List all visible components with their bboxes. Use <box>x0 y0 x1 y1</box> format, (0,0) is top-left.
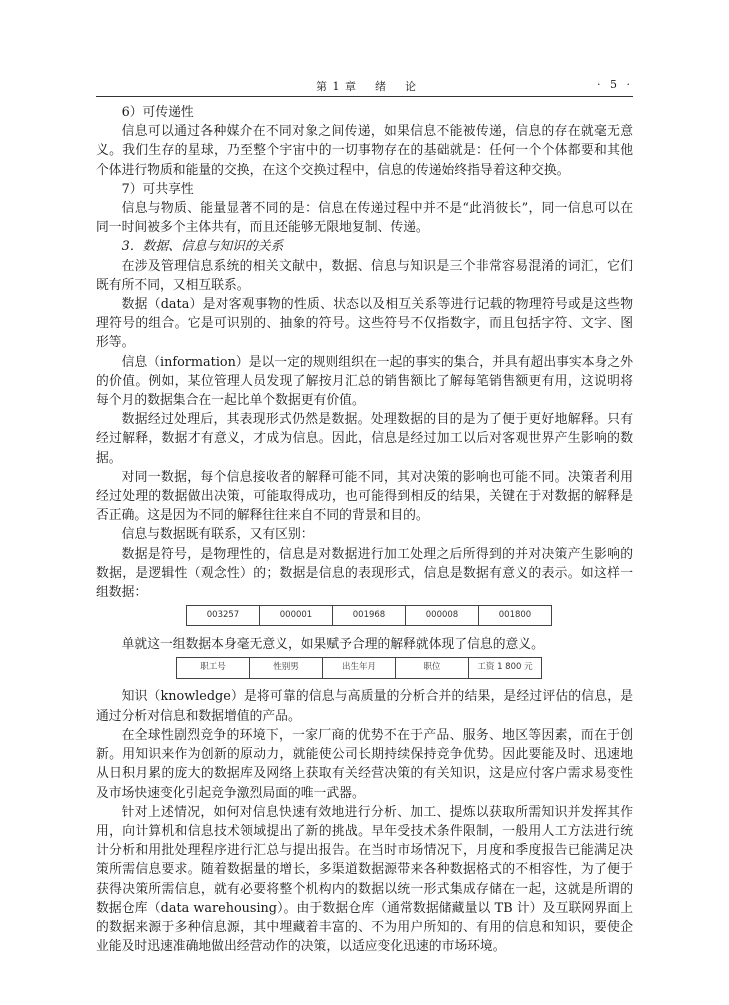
table-cell: 出生年月 <box>323 658 396 678</box>
paragraph: 数据（data）是对客观事物的性质、状态以及相互关系等进行记载的物理符号或是这些物理符号的组合。它是可识别的、抽象的符号。这些符号不仅指数字，而且包括字符、文字、图形等。 <box>96 297 633 351</box>
table-cell: 职工号 <box>177 658 250 678</box>
table-cell: 000008 <box>406 606 479 626</box>
paragraph: 数据经过处理后，其表现形式仍然是数据。处理数据的目的是为了便于更好地解释。只有经过解释，数据才有意义，才成为信息。因此，信息是经过加工以后对客观世界产生影响的数据。 <box>96 412 633 466</box>
section-heading-3: 3．数据、信息与知识的关系 <box>121 239 284 255</box>
paragraph: 信息与物质、能量显著不同的是：信息在传递过程中并不是“此消彼长”，同一信息可以在同一时间被多个主体共有，而且还能够无限地复制、传递。 <box>96 201 633 236</box>
raw-data-table <box>186 605 552 626</box>
page-body <box>96 103 633 956</box>
paragraph: 信息与数据既有联系，又有区别： <box>121 527 314 543</box>
page-header <box>96 78 633 92</box>
table-cell: 工资 1 800 元 <box>469 658 542 678</box>
page-number: · 5 · <box>597 78 633 91</box>
paragraph: 在全球性剧烈竞争的环境下，一家厂商的优势不在于产品、服务、地区等因素，而在于创新。用知识来作为创新的原动力，就能使公司长期持续保持竞争优势。因此要能及时、迅速地从日积月累的庞大的数据库及网络上获取有关经营决策的有关知识，这是应付客户需求易变性及市场快速变化引起竞争激烈局面的唯一武器。 <box>96 727 633 801</box>
paragraph: 信息（information）是以一定的规则组织在一起的事实的集合，并具有超出事实本身之外的价值。例如，某位管理人员发现了解按月汇总的销售额比了解每笔销售额更有用，这说明将每个月的数据集合在一起比单个数据更有价值。 <box>96 354 633 409</box>
paragraph: 单就这一组数据本身毫无意义，如果赋予合理的解释就体现了信息的意义。 <box>121 637 544 653</box>
paragraph: 数据是符号，是物理性的，信息是对数据进行加工处理之后所得到的并对决策产生影响的数据，是逻辑性（观念性）的；数据是信息的表现形式，信息是数据有意义的表示。如这样一组数据： <box>96 546 633 601</box>
paragraph: 对同一数据，每个信息接收者的解释可能不同，其对决策的影响也可能不同。决策者利用经过处理的数据做出决策，可能取得成功，也可能得到相反的结果，关键在于对数据的解释是否正确。这是因为不同的解释往往来自不同的背景和目的。 <box>96 469 633 524</box>
data-table-wrap <box>96 605 633 628</box>
table-cell: 001800 <box>479 606 552 626</box>
table-cell: 003257 <box>187 606 260 626</box>
interpreted-data-table <box>176 657 542 678</box>
chapter-number: 第 1 章 <box>316 80 357 93</box>
header-rule <box>96 96 633 97</box>
paragraph: 针对上述情况，如何对信息快速有效地进行分析、加工、提炼以获取所需知识并发挥其作用，向计算机和信息技术领域提出了新的挑战。早年受技术条件限制，一般用人工方法进行统计分析和用批处理程序进行汇总与提出报告。在当时市场情况下，月度和季度报告已能满足决策所需信息要求。随着数据量的增长，多渠道数据源带来各种数据格式的不相容性，为了便于获得决策所需信息，就有必要将整个机构内的数据以统一形式集成存储在一起，这就是所谓的数据仓库（data warehousing）。由于数据仓库（通常数据储藏量以 TB 计）及互联网界面上的数据来源于多种信息源，其中埋藏着丰富的、不为用户所知的、有用的信息和知识，要使企业能及时迅速准确地做出经营动作的决策，以适应变化迅速的市场环境。 <box>96 804 633 955</box>
chapter-heading <box>316 78 435 94</box>
section-title-7: 7）可共享性 <box>121 181 194 197</box>
table-cell: 000001 <box>260 606 333 626</box>
section-title-6: 6）可传递性 <box>121 105 194 120</box>
chapter-title-1: 绪 <box>375 80 387 93</box>
paragraph: 在涉及管理信息系统的相关文献中，数据、信息与知识是三个非常容易混淆的词汇，它们既有所不同，又相互联系。 <box>96 258 633 293</box>
chapter-title-2: 论 <box>405 80 417 93</box>
info-table-wrap <box>96 657 633 680</box>
table-cell: 职位 <box>396 658 469 678</box>
paragraph: 信息可以通过各种媒介在不同对象之间传递，如果信息不能被传递，信息的存在就毫无意义。我们生存的星球，乃至整个宇宙中的一切事物存在的基础就是：任何一个个体都要和其他个体进行物质和能量的交换，在这个交换过程中，信息的传递始终指导着这种交换。 <box>96 124 633 178</box>
table-cell: 性别男 <box>250 658 323 678</box>
table-cell: 001968 <box>333 606 406 626</box>
paragraph: 知识（knowledge）是将可靠的信息与高质量的分析合并的结果，是经过评估的信息，是通过分析对信息和数据增值的产品。 <box>96 689 633 724</box>
